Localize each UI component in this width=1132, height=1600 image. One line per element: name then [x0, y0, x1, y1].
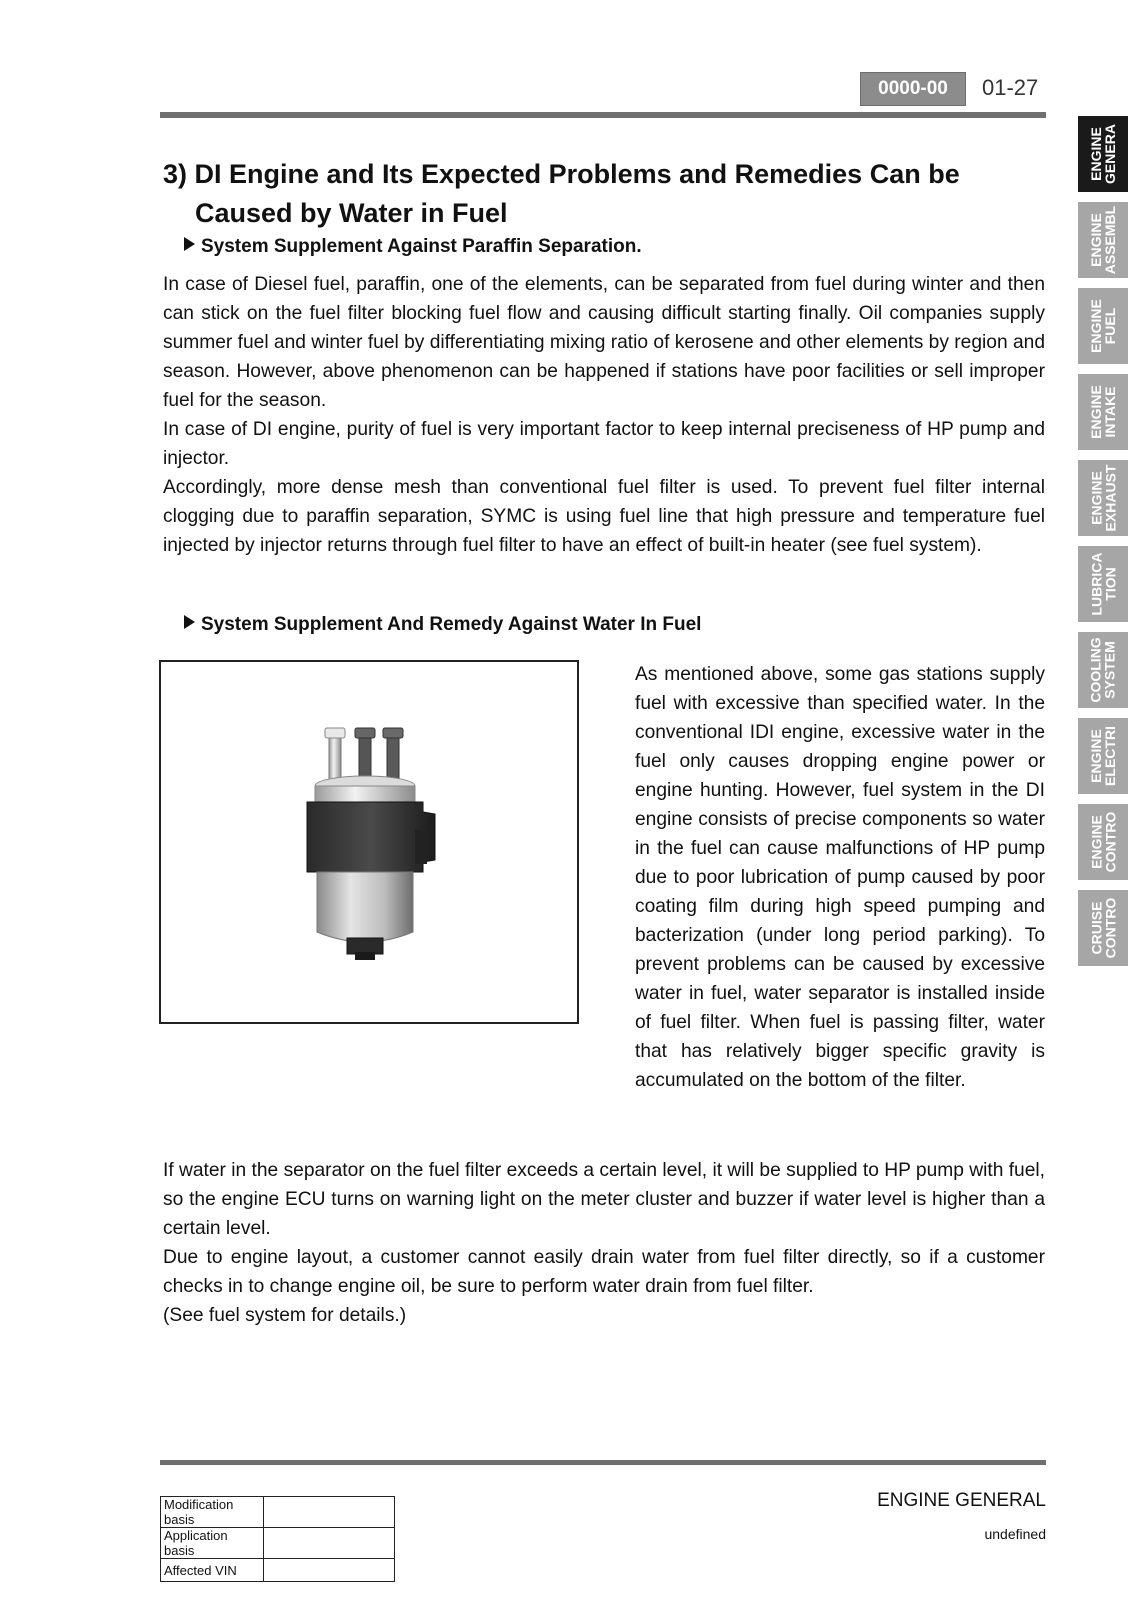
tab-cooling-system[interactable]: [1078, 632, 1128, 708]
tab-label: ENGINE INTAKE: [1088, 385, 1118, 439]
table-row: [161, 1497, 395, 1528]
triangle-bullet-icon: [184, 237, 195, 251]
section-title: [163, 155, 1043, 233]
triangle-bullet-icon: [184, 615, 195, 629]
header-divider: [160, 112, 1046, 118]
table-cell-value: [264, 1497, 395, 1528]
subheading-water: [184, 614, 701, 636]
modification-table: [160, 1496, 395, 1582]
paragraph: In case of Diesel fuel, paraffin, one of the elements, can be separated from fuel during winter and then can stick on the fuel filter blocking fuel flow and causing difficult starting finally. Oil companies supply summer fuel and winter fuel by differentiating mixing ratio of kerosene and other elements by region and season. However, above phenomenon can be happened if stations have poor facilities or sell improper fuel for the season.: [163, 274, 1045, 411]
tab-engine-intake[interactable]: [1078, 374, 1128, 450]
tab-label: LUBRICA TION: [1088, 552, 1118, 616]
fuel-filter-illustration: [161, 662, 577, 1022]
tab-label: ENGINE CONTRO: [1088, 811, 1119, 873]
tab-engine-electric[interactable]: [1078, 718, 1128, 794]
water-body: [163, 1156, 1045, 1330]
water-side-text: [635, 660, 1045, 1095]
paragraph: In case of DI engine, purity of fuel is very important factor to keep internal preciseness of HP pump and injector.: [163, 419, 1045, 469]
subheading-paraffin: [184, 236, 642, 258]
table-row: [161, 1528, 395, 1559]
paragraph: As mentioned above, some gas stations supply fuel with excessive than specified water. In the conventional IDI engine, excessive water in the fuel only causes dropping engine power or engine hunting. However, fuel system in the DI engine consists of precise components so water in the fuel can cause malfunctions of HP pump due to poor lubrication of pump caused by poor coating film during high speed pumping and bacterization (under long period parking). To prevent problems can be caused by excessive water in fuel, water separator is installed inside of fuel filter. When fuel is passing filter, water that has relatively bigger specific gravity is accumulated on the bottom of the filter.: [635, 664, 1045, 1091]
tab-engine-exhaust[interactable]: [1078, 460, 1128, 536]
tab-cruise-control[interactable]: [1078, 890, 1128, 966]
footer-subtext: undefined: [984, 1526, 1046, 1542]
paragraph: If water in the separator on the fuel filter exceeds a certain level, it will be supplied to HP pump with fuel, so the engine ECU turns on warning light on the meter cluster and buzzer if water level is higher than a certain level.: [163, 1160, 1045, 1239]
table-cell-value: [264, 1528, 395, 1559]
table-cell-label: Application basis: [161, 1528, 264, 1559]
paragraph: Due to engine layout, a customer cannot easily drain water from fuel filter directly, so if a customer checks in to change engine oil, be sure to perform water drain from fuel filter.: [163, 1247, 1045, 1297]
chapter-tabs: [1078, 116, 1128, 976]
footer-divider: [160, 1460, 1046, 1465]
tab-label: ENGINE ELECTRI: [1088, 726, 1119, 786]
tab-engine-assembly[interactable]: [1078, 202, 1128, 278]
table-row: [161, 1559, 395, 1582]
table-cell-value: [264, 1559, 395, 1582]
tab-engine-control[interactable]: [1078, 804, 1128, 880]
table-cell-label: Modification basis: [161, 1497, 264, 1528]
paragraph: Accordingly, more dense mesh than conventional fuel filter is used. To prevent fuel filter internal clogging due to paraffin separation, SYMC is using fuel line that high pressure and temperature fuel injected by injector returns through fuel filter to have an effect of built-in heater (see fuel system).: [163, 477, 1045, 556]
footer-section-name: ENGINE GENERAL: [877, 1490, 1046, 1511]
section-title-line2: Caused by Water in Fuel: [195, 198, 508, 228]
document-code-badge: 0000-00: [860, 72, 966, 106]
paragraph: (See fuel system for details.): [163, 1305, 407, 1326]
paraffin-body: [163, 270, 1045, 560]
tab-label: CRUISE CONTRO: [1088, 897, 1119, 959]
tab-engine-fuel[interactable]: [1078, 288, 1128, 364]
tab-label: ENGINE EXHAUST: [1088, 464, 1118, 532]
subheading-text: System Supplement And Remedy Against Water In Fuel: [201, 614, 702, 635]
tab-label: ENGINE FUEL: [1088, 299, 1118, 353]
table-cell-label: Affected VIN: [161, 1559, 264, 1582]
fuel-filter-figure: [159, 660, 579, 1024]
tab-engine-general[interactable]: [1078, 116, 1128, 192]
tab-label: ENGINE ASSEMBL: [1088, 205, 1119, 275]
tab-label: COOLING SYSTEM: [1088, 637, 1118, 703]
subheading-text: System Supplement Against Paraffin Separation.: [201, 236, 642, 257]
section-title-line1: 3) DI Engine and Its Expected Problems and Remedies Can be: [163, 159, 960, 189]
tab-label: ENGINE GENERA: [1088, 124, 1118, 184]
tab-lubrication[interactable]: [1078, 546, 1128, 622]
page-number: 01-27: [982, 75, 1039, 100]
